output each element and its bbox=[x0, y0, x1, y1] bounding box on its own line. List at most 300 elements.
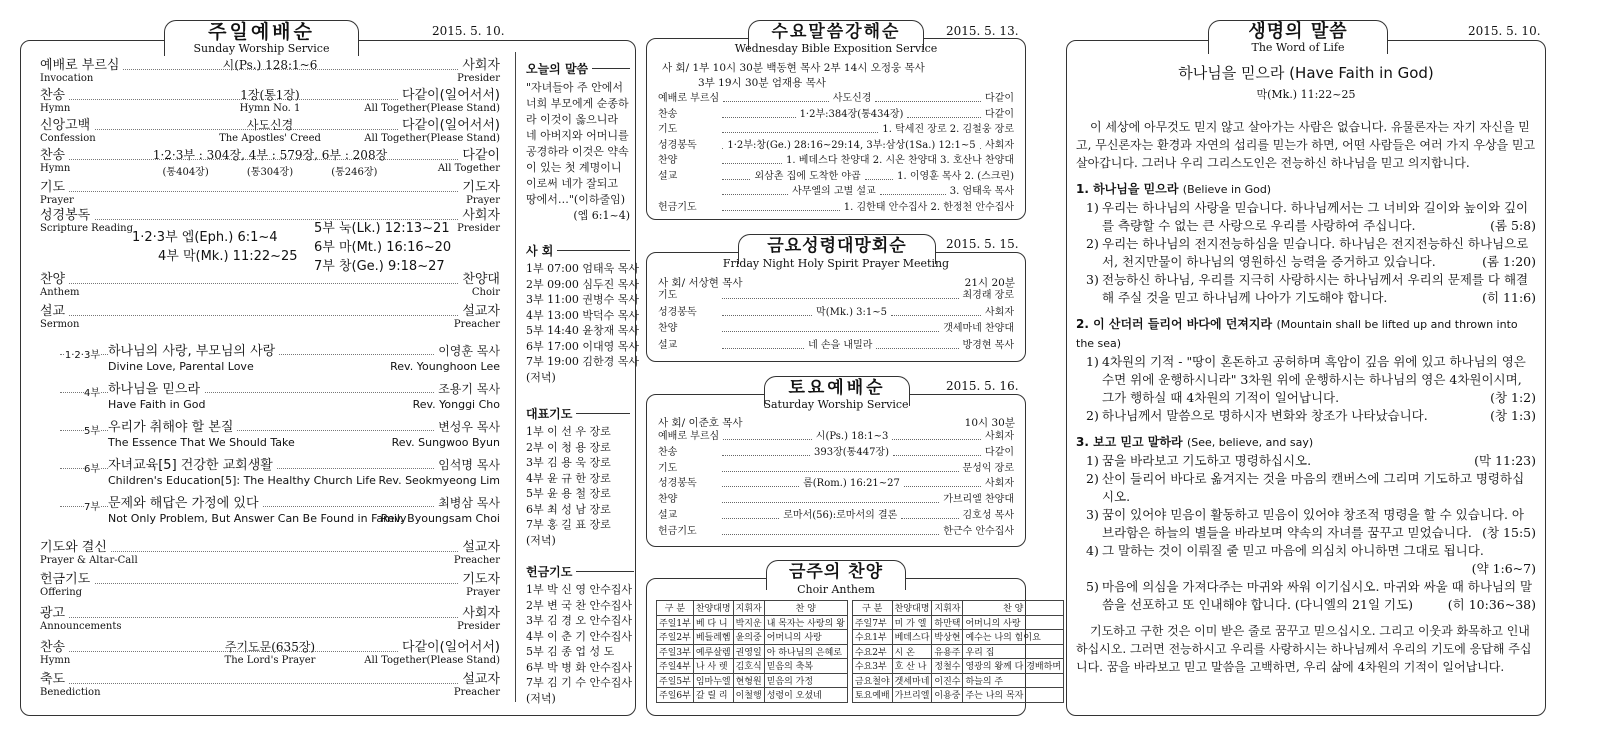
point-number: 2) bbox=[1086, 471, 1099, 486]
service-leader: 사회자 bbox=[985, 431, 1015, 442]
service-row bbox=[658, 525, 1014, 538]
anthem-cell: 성령이 오셨네 bbox=[764, 688, 847, 703]
wednesday-presider: 사 회/ 1부 10시 30분 백동현 목사 2부 14시 오정웅 목사 bbox=[662, 62, 925, 74]
friday-subtitle: Friday Night Holy Spirit Prayer Meeting bbox=[722, 257, 950, 270]
offering-heading: 헌금기도 bbox=[526, 563, 634, 580]
point-number: 1) bbox=[1086, 354, 1099, 369]
sermon-preacher-english: Rev. Byoungsam Choi bbox=[380, 512, 500, 525]
dotted-leader bbox=[722, 518, 779, 519]
order-leader-english: All Together(Please Stand) bbox=[364, 103, 500, 114]
order-detail: 1·2·3부 : 304장, 4부 : 579장, 6부 : 208장 bbox=[152, 148, 388, 162]
anthem-cell: 임마누엘 bbox=[693, 673, 733, 688]
service-row bbox=[658, 139, 1014, 152]
anthem-header-cell: 찬양대명 bbox=[693, 601, 733, 616]
order-item-name: 찬송 bbox=[40, 88, 69, 103]
anthem-cell: 이철행 bbox=[733, 688, 764, 703]
order-row bbox=[40, 88, 500, 118]
dotted-leader bbox=[875, 101, 981, 102]
anthem-cell: 김호식 bbox=[733, 659, 764, 674]
dotted-leader bbox=[40, 315, 500, 316]
order-leader: 설교자 bbox=[458, 304, 500, 319]
dotted-leader bbox=[722, 471, 959, 472]
dotted-leader bbox=[880, 194, 946, 195]
order-leader: 사회자 bbox=[458, 58, 500, 73]
order-row bbox=[40, 148, 500, 178]
friday-title: 금요성령대망회순 bbox=[767, 236, 907, 256]
order-item-name: 헌금기도 bbox=[40, 572, 94, 587]
service-row bbox=[658, 430, 1014, 443]
dotted-leader bbox=[40, 683, 500, 684]
anthem-cell: 현형원 bbox=[733, 673, 764, 688]
order-row bbox=[40, 672, 500, 702]
order-leader: 기도자 bbox=[458, 180, 500, 195]
order-item-english: Prayer bbox=[40, 195, 74, 206]
order-detail-english: Hymn No. 1 bbox=[239, 103, 301, 114]
sermon-part: 5부 bbox=[84, 422, 100, 437]
dotted-leader bbox=[40, 617, 500, 618]
anthem-row bbox=[852, 688, 1063, 703]
service-leader: 한근수 안수집사 bbox=[943, 525, 1014, 537]
point-body: 마음에 의심을 가져다주는 마귀와 싸워 이기십시오. 마귀와 싸울 때 하나님의 말씀을 선포하고 또 인내해야 합니다. (다니엘의 21일 기도) bbox=[1102, 579, 1533, 612]
order-leader: 사회자 bbox=[458, 606, 500, 621]
service-leader: 김호성 목사 bbox=[962, 510, 1014, 521]
order-leader-english: Preacher bbox=[453, 687, 500, 698]
dotted-leader bbox=[40, 583, 500, 584]
section-3-title: 3. 보고 믿고 말하라 (See, believe, and say) bbox=[1076, 435, 1314, 449]
section-3-list bbox=[1076, 452, 1536, 614]
point-reference: (막 11:23) bbox=[1474, 453, 1536, 468]
dotted-leader bbox=[722, 179, 750, 180]
wednesday-subtitle: Wednesday Bible Exposition Service bbox=[734, 42, 938, 55]
sermon-point bbox=[1086, 542, 1536, 578]
order-leader-english: Choir bbox=[471, 287, 500, 298]
order-leader: 다같이(일어서서) bbox=[398, 88, 500, 103]
sermon-preacher-english: Rev. Sungwoo Byun bbox=[391, 436, 500, 449]
anthem-header-cell: 지휘자 bbox=[932, 601, 963, 616]
service-detail: 사도신경 bbox=[832, 93, 872, 104]
anthem-cell: 갈 릴 리 bbox=[693, 688, 733, 703]
service-item: 성경봉독 bbox=[658, 139, 697, 151]
dotted-leader bbox=[40, 219, 500, 220]
order-item-english: Hymn bbox=[40, 163, 71, 174]
dotted-leader bbox=[722, 486, 799, 487]
anthem-cell: 주일2부 bbox=[657, 630, 694, 645]
order-detail: 주기도문(635장) bbox=[224, 640, 316, 654]
anthem-row bbox=[852, 673, 1063, 688]
anthem-cell: 수요1부 bbox=[852, 630, 892, 645]
wednesday-title: 수요말씀강해순 bbox=[771, 22, 901, 42]
service-detail: 네 손을 내밀라 bbox=[808, 339, 873, 351]
point-number: 2) bbox=[1086, 236, 1099, 251]
point-reference: (약 1:6~7) bbox=[1471, 561, 1536, 576]
sermon-preacher: 이영훈 목사 bbox=[434, 344, 500, 359]
friday-presider: 사 회/ 서상현 목사 bbox=[658, 277, 743, 289]
sidebar-content bbox=[526, 60, 630, 224]
point-reference: (롬 5:8) bbox=[1490, 218, 1536, 233]
point-body: 꿈이 있어야 믿음이 활동하고 믿음이 있어야 창조적 명령을 할 수 있습니다. 아브라함은 하늘의 별들을 바라보며 약속의 자녀를 꿈꾸고 믿었습니다. bbox=[1102, 507, 1525, 540]
point-reference: (창 1:3) bbox=[1490, 408, 1536, 423]
anthem-table-left bbox=[656, 600, 848, 703]
dotted-leader bbox=[980, 148, 981, 149]
order-detail-english: (통404장) (통304장) (통246장) bbox=[162, 167, 378, 178]
sermon-title-english: Not Only Problem, But Answer Can Be Found in Family bbox=[108, 512, 407, 525]
order-leader-english: All Together(Please Stand) bbox=[364, 655, 500, 666]
friday-presider-row bbox=[658, 275, 1015, 290]
scripture-line: 7부 창(Ge.) 9:18~27 bbox=[314, 259, 445, 274]
order-item-name: 찬송 bbox=[40, 148, 69, 163]
order-leader: 설교자 bbox=[458, 540, 500, 555]
service-leader: 문성익 장로 bbox=[962, 462, 1014, 474]
service-detail: 1·2부:창(Ge.) 28:16~29:14, 3부:삼상(1Sa.) 12:1~5 bbox=[727, 139, 976, 151]
sermon-point bbox=[1086, 407, 1536, 425]
section-2-list bbox=[1076, 353, 1536, 425]
order-row bbox=[40, 540, 500, 570]
dotted-leader bbox=[722, 455, 810, 456]
anthem-cell: 믿음의 가정 bbox=[764, 673, 847, 688]
point-body: 꿈을 바라보고 기도하고 명령하십시오. bbox=[1102, 453, 1312, 468]
saturday-presider-row bbox=[658, 415, 1015, 430]
sermon-point bbox=[1086, 271, 1536, 307]
anthem-cell: 내 목자는 사랑의 왕 bbox=[764, 615, 847, 630]
dotted-leader bbox=[892, 439, 981, 440]
word-subtitle: The Word of Life bbox=[1251, 41, 1345, 54]
order-item-english: Anthem bbox=[40, 287, 80, 298]
offering-entry: 4부 이 춘 기 안수집사 bbox=[526, 629, 632, 643]
service-item: 헌금기도 bbox=[658, 525, 697, 537]
sermon-title-english: The Essence That We Should Take bbox=[108, 436, 295, 449]
dotted-leader bbox=[722, 331, 939, 332]
word-title: 생명의 말씀 bbox=[1248, 21, 1348, 42]
service-row bbox=[658, 306, 1014, 319]
sermon-point bbox=[1086, 578, 1536, 614]
service-leader: 1. 이영훈 목사 2. (스크린) bbox=[897, 170, 1014, 182]
anthem-cell: 토요예배 bbox=[852, 688, 892, 703]
sermon-preacher-english: Rev. Seokmyeong Lim bbox=[378, 474, 500, 487]
service-row bbox=[658, 509, 1014, 522]
dotted-leader bbox=[893, 455, 981, 456]
presider-entry: 3부 11:00 권병수 목사 bbox=[526, 293, 639, 306]
offering-list bbox=[526, 582, 634, 706]
section-1-list bbox=[1076, 199, 1536, 307]
offering-entry: 1부 박 신 영 안수집사 bbox=[526, 583, 632, 596]
order-item-name: 찬송 bbox=[40, 640, 69, 655]
service-row bbox=[658, 201, 1014, 214]
anthem-cell: 주는 나의 목자 bbox=[963, 688, 1064, 703]
service-row bbox=[658, 446, 1014, 459]
anthem-cell: 어머니의 사랑 bbox=[764, 630, 847, 645]
sermon-preacher-english: Rev. Yonggi Cho bbox=[412, 398, 500, 411]
order-leader-english: Prayer bbox=[466, 195, 500, 206]
anthem-cell: 아 하나님의 은혜로 bbox=[764, 644, 847, 659]
service-leader: 가브리엘 찬양대 bbox=[943, 494, 1014, 506]
sermon-preacher: 조용기 목사 bbox=[434, 382, 500, 397]
word-ref: (엡 6:1~4) bbox=[573, 209, 630, 222]
anthem-cell: 베데스다 bbox=[892, 630, 932, 645]
offering-entry: 7부 김 기 수 안수집사 bbox=[526, 676, 632, 689]
anthem-cell: 미 가 엘 bbox=[892, 615, 932, 630]
point-body: 우리는 하나님의 사랑을 믿습니다. 하나님께서는 그 너비와 길이와 높이와 깊이를 측량할 수 없는 큰 사랑으로 우리를 사랑하여 주십니다. bbox=[1102, 200, 1529, 233]
prayer-entry: 1부 이 선 우 장로 bbox=[526, 425, 611, 438]
service-item: 찬송 bbox=[658, 108, 678, 120]
anthem-row bbox=[657, 688, 848, 703]
service-detail: 롬(Rom.) 16:21~27 bbox=[803, 478, 900, 490]
order-detail: 1장(통1장) bbox=[240, 88, 300, 102]
anthem-cell: 베 다 니 bbox=[693, 615, 733, 630]
anthem-cell: 박상현 bbox=[932, 630, 963, 645]
order-item-english: Hymn bbox=[40, 103, 71, 114]
word-closing: 기도하고 구한 것은 이미 받은 줄로 꿈꾸고 믿으십시오. 그리고 이웃과 화목하고 인내하십시오. 그러면 전능하시고 우리를 사랑하시는 하나님께서 우리의 기도에 응답해 주십니다. 꿈을 바라보고 믿고 말씀을 고백하면, 우리 삶에 4차원의 기적이 일어납니다. bbox=[1076, 624, 1532, 674]
service-leader: 갯세마네 찬양대 bbox=[943, 323, 1014, 334]
point-text bbox=[1102, 578, 1536, 614]
order-item-name: 성경봉독 bbox=[40, 208, 94, 223]
order-row bbox=[40, 606, 500, 636]
order-item-english: Prayer & Altar-Call bbox=[40, 555, 138, 566]
service-item: 성경봉독 bbox=[658, 478, 697, 490]
order-leader: 기도자 bbox=[458, 572, 500, 587]
sermon-row bbox=[60, 458, 500, 494]
anthem-header-cell: 구 분 bbox=[852, 601, 892, 616]
dotted-leader bbox=[722, 132, 878, 133]
sunday-title: 주일예배순 bbox=[208, 21, 315, 43]
service-detail: 393장(통447장) bbox=[814, 446, 889, 458]
section-2-title: 2. 이 산더러 들리어 바다에 던져지라 (Mountain shall be lifted up and thrown into the sea) bbox=[1076, 317, 1518, 350]
service-row bbox=[658, 154, 1014, 167]
service-item: 찬양 bbox=[658, 155, 678, 166]
service-row bbox=[658, 123, 1014, 136]
point-number: 1) bbox=[1086, 453, 1099, 468]
service-row bbox=[658, 477, 1014, 490]
order-leader-english: Prayer bbox=[466, 587, 500, 598]
anthem-cell: 시 온 bbox=[892, 644, 932, 659]
order-leader: 사회자 bbox=[458, 208, 500, 223]
service-item: 찬양 bbox=[658, 494, 678, 506]
service-item: 기도 bbox=[658, 290, 678, 301]
point-text bbox=[1102, 506, 1536, 542]
dotted-leader bbox=[722, 148, 723, 149]
prayer-heading: 대표기도 bbox=[526, 405, 630, 422]
prayer-entry: 7부 홍 길 표 장로 bbox=[526, 518, 611, 531]
service-row bbox=[658, 339, 1014, 352]
point-text bbox=[1102, 199, 1536, 235]
service-row bbox=[658, 462, 1014, 475]
order-leader: 다같이(일어서서) bbox=[398, 118, 500, 133]
service-item: 설교 bbox=[658, 510, 678, 521]
service-leader: 최경래 장로 bbox=[962, 290, 1014, 301]
dotted-leader bbox=[722, 163, 782, 164]
anthem-cell: 베들레헴 bbox=[693, 630, 733, 645]
order-item-english: Invocation bbox=[40, 73, 94, 84]
order-item-english: Announcements bbox=[40, 621, 122, 632]
anthem-cell: 예수는 나의 힘이요 bbox=[963, 630, 1064, 645]
anthem-row bbox=[852, 630, 1063, 645]
saturday-time: 10시 30분 bbox=[964, 417, 1015, 429]
sermon-part: 6부 bbox=[84, 460, 100, 475]
point-text bbox=[1102, 353, 1536, 407]
prayer-block bbox=[526, 405, 630, 548]
saturday-presider: 사 회/ 이준호 목사 bbox=[658, 417, 743, 429]
order-leader-english: Presider bbox=[457, 73, 500, 84]
anthem-row bbox=[852, 644, 1063, 659]
order-leader: 다같이(일어서서) bbox=[398, 640, 500, 655]
point-number: 3) bbox=[1086, 272, 1099, 287]
service-detail: 사무엘의 고별 설교 bbox=[792, 186, 876, 197]
anthem-cell: 어머니의 사랑 bbox=[963, 615, 1064, 630]
dotted-leader bbox=[722, 534, 939, 535]
sunday-subtitle: Sunday Worship Service bbox=[193, 42, 330, 55]
dotted-leader bbox=[40, 191, 500, 192]
sermon-point bbox=[1086, 353, 1536, 407]
point-body: 하나님께서 말씀으로 명하시자 변화와 창조가 나타났습니다. bbox=[1102, 408, 1428, 423]
order-detail: 사도신경 bbox=[246, 118, 294, 132]
point-number: 2) bbox=[1086, 408, 1099, 423]
service-row bbox=[658, 322, 1014, 335]
order-leader-english: Presider bbox=[457, 621, 500, 632]
order-item-name: 축도 bbox=[40, 672, 69, 687]
order-item-english: Hymn bbox=[40, 655, 71, 666]
prayer-list bbox=[526, 424, 630, 548]
anthem-cell: 겟세마네 bbox=[892, 673, 932, 688]
dotted-leader bbox=[723, 439, 812, 440]
offering-entry: (저녁) bbox=[526, 691, 556, 705]
anthem-row bbox=[657, 659, 848, 674]
service-leader: 3. 엄태욱 목사 bbox=[949, 186, 1014, 197]
sunday-date: 2015. 5. 10. bbox=[432, 24, 505, 38]
anthem-title: 금주의 찬양 bbox=[788, 562, 884, 582]
service-leader: 1. 김한태 안수집사 2. 한정천 안수집사 bbox=[843, 201, 1014, 213]
order-item-english: Sermon bbox=[40, 319, 80, 330]
order-leader-english: All Together bbox=[437, 163, 500, 174]
service-item: 기도 bbox=[658, 462, 678, 474]
dotted-leader bbox=[722, 502, 939, 503]
anthem-cell: 영광의 왕께 다 경배하며 bbox=[963, 659, 1064, 674]
point-text bbox=[1102, 452, 1536, 470]
point-reference: (창 1:2) bbox=[1490, 390, 1536, 405]
dotted-leader bbox=[722, 315, 812, 316]
sermon-point bbox=[1086, 199, 1536, 235]
dotted-leader bbox=[722, 348, 804, 349]
saturday-date: 2015. 5. 16. bbox=[946, 379, 1019, 393]
point-text bbox=[1102, 542, 1536, 578]
anthem-cell: 하만택 bbox=[932, 615, 963, 630]
order-item-name: 신앙고백 bbox=[40, 118, 94, 133]
service-item: 기도 bbox=[658, 124, 678, 135]
prayer-entry: 4부 윤 규 한 장로 bbox=[526, 471, 611, 485]
anthem-row bbox=[852, 615, 1063, 630]
order-item-name: 찬양 bbox=[40, 272, 69, 287]
sermon-row bbox=[60, 344, 500, 380]
point-reference: (히 11:6) bbox=[1482, 290, 1536, 305]
anthem-cell: 금요철야 bbox=[852, 673, 892, 688]
anthem-cell: 이진수 bbox=[932, 673, 963, 688]
order-row bbox=[40, 180, 500, 210]
service-item: 예배로 부르심 bbox=[658, 431, 720, 442]
service-item: 찬양 bbox=[658, 323, 678, 334]
wednesday-presider-2: 3부 19시 30분 엄재용 목사 bbox=[698, 77, 826, 89]
point-reference: (롬 1:20) bbox=[1482, 254, 1536, 269]
service-row bbox=[658, 289, 1014, 302]
dotted-leader bbox=[904, 486, 981, 487]
point-text bbox=[1102, 271, 1536, 307]
anthem-cell: 유용주 bbox=[932, 644, 963, 659]
service-item: 설교 bbox=[658, 339, 678, 351]
anthem-row bbox=[657, 673, 848, 688]
anthem-cell: 윤의중 bbox=[733, 630, 764, 645]
dotted-leader bbox=[891, 315, 981, 316]
sermon-title: 자녀교육[5] 건강한 교회생활 bbox=[108, 458, 277, 473]
service-item: 예배로 부르심 bbox=[658, 93, 720, 104]
order-row bbox=[40, 58, 500, 88]
service-leader: 1. 탁세진 장로 2. 김철웅 장로 bbox=[882, 124, 1014, 135]
order-item-name: 광고 bbox=[40, 606, 69, 621]
order-item-name: 설교 bbox=[40, 304, 69, 319]
service-item: 성경봉독 bbox=[658, 306, 697, 318]
presider-entry: 2부 09:00 심두진 목사 bbox=[526, 277, 639, 291]
sermon-title: 우리가 취해야 할 본질 bbox=[108, 420, 237, 435]
order-detail: 시(Ps.) 128:1~6 bbox=[222, 58, 318, 72]
service-leader: 사회자 bbox=[985, 139, 1015, 151]
order-detail-english: The Lord's Prayer bbox=[224, 655, 316, 666]
dotted-leader bbox=[876, 348, 958, 349]
friday-date: 2015. 5. 15. bbox=[946, 237, 1019, 251]
sermon-preacher: 변성우 목사 bbox=[434, 420, 500, 435]
presider-block bbox=[526, 242, 639, 385]
offering-block bbox=[526, 563, 634, 706]
sermon-title: 하나님을 믿으라 bbox=[108, 382, 204, 397]
order-item-name: 기도와 결신 bbox=[40, 540, 111, 555]
offering-entry: 6부 박 병 화 안수집사 bbox=[526, 660, 632, 674]
anthem-header-row bbox=[852, 601, 1063, 616]
order-item-name: 기도 bbox=[40, 180, 69, 195]
sermon-title-english: Have Faith in God bbox=[108, 398, 206, 411]
sermon-preacher: 최병삼 목사 bbox=[434, 496, 500, 511]
point-body: 그 말하는 것이 이뤄질 줄 믿고 마음에 의심치 아니하면 그대로 됩니다. bbox=[1102, 543, 1484, 558]
presider-list bbox=[526, 261, 639, 385]
order-item-english: Scripture Reading bbox=[40, 223, 134, 234]
dotted-leader bbox=[722, 194, 788, 195]
point-text bbox=[1102, 470, 1536, 506]
sermon-row bbox=[60, 496, 500, 532]
prayer-entry: 2부 이 청 용 장로 bbox=[526, 440, 611, 454]
anthem-cell: 하늘의 주 bbox=[963, 673, 1064, 688]
anthem-cell: 권영일 bbox=[733, 644, 764, 659]
anthem-cell: 믿음의 축복 bbox=[764, 659, 847, 674]
sermon-title: 문제와 해답은 가정에 있다 bbox=[108, 496, 263, 511]
service-item: 설교 bbox=[658, 170, 678, 182]
service-leader: 사회자 bbox=[985, 306, 1015, 318]
anthem-row bbox=[852, 659, 1063, 674]
dotted-leader bbox=[722, 117, 796, 118]
section-1-title: 1. 하나님을 믿으라 (Believe in God) bbox=[1076, 182, 1272, 196]
prayer-entry: 3부 김 용 욱 장로 bbox=[526, 456, 611, 469]
order-leader-english: All Together(Please Stand) bbox=[364, 133, 500, 144]
word-intro: 이 세상에 아무것도 믿지 않고 살아가는 사람은 없습니다. 유물론자는 자기 자신을 믿고, 무신론자는 환경과 자연의 섭리를 믿는가 하면, 어떤 사람들은 여러 가지 우상을 믿고 살아갑니다. 그러나 우리 그리스도인은 전능하신 하나님을 믿고 의지합니다. bbox=[1076, 120, 1536, 170]
point-body: 우리는 하나님의 전지전능하심을 믿습니다. 하나님은 전지전능하신 하나님으로서, 천지만물이 하나님의 영원하신 능력을 증거하고 있습니다. bbox=[1102, 236, 1529, 269]
point-text bbox=[1102, 235, 1536, 271]
saturday-title: 토요예배순 bbox=[788, 378, 886, 398]
wednesday-date: 2015. 5. 13. bbox=[946, 24, 1019, 38]
sermon-row bbox=[60, 382, 500, 418]
service-item: 찬송 bbox=[658, 446, 678, 458]
point-reference: (히 10:36~38) bbox=[1447, 597, 1536, 612]
order-leader-english: Preacher bbox=[453, 555, 500, 566]
word-heading: 오늘의 말씀 bbox=[526, 60, 630, 77]
sermon-preacher-english: Rev. Younghoon Lee bbox=[390, 360, 500, 373]
anthem-cell: 우리 집 bbox=[963, 644, 1064, 659]
service-leader: 다같이 bbox=[985, 93, 1015, 104]
dotted-leader bbox=[40, 159, 500, 160]
dotted-leader bbox=[722, 298, 959, 299]
sermon-point bbox=[1086, 470, 1536, 506]
